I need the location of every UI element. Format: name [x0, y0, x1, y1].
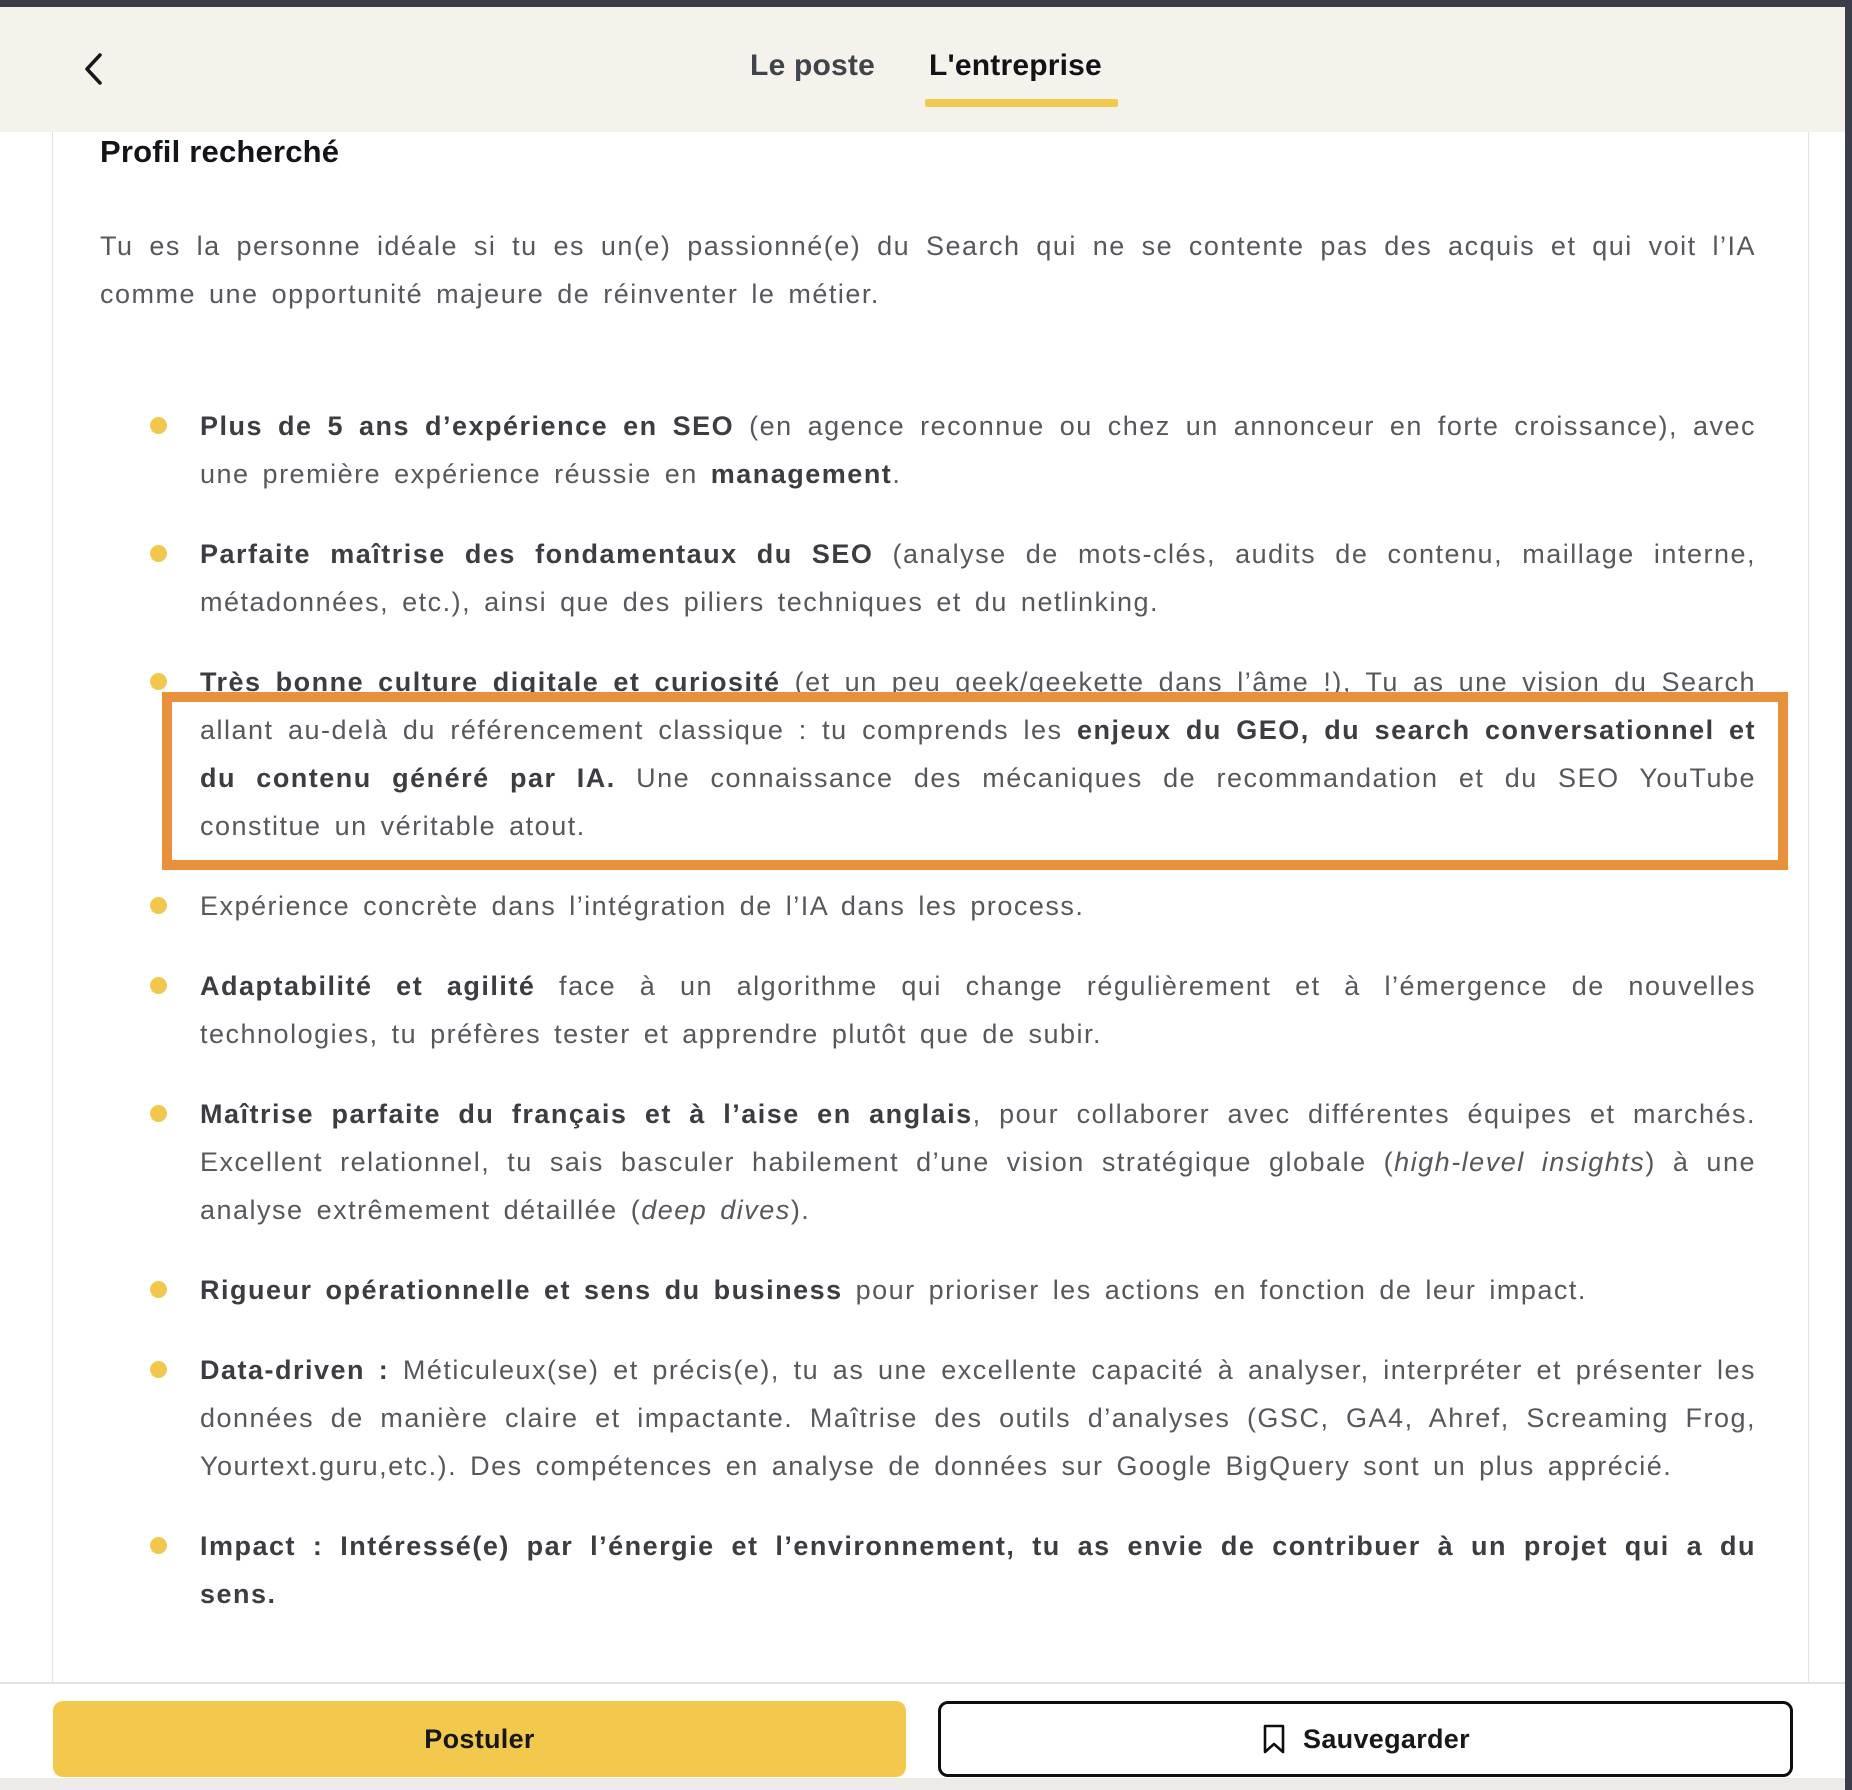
list-item: [200, 1090, 1756, 1234]
bottom-edge-strip: [0, 1778, 1852, 1790]
list-item: [200, 530, 1756, 626]
tab-label: Le poste: [750, 48, 876, 82]
bullet-icon: [150, 545, 167, 562]
list-item: [200, 1522, 1756, 1618]
apply-button[interactable]: Postuler: [53, 1701, 906, 1777]
list-item: [200, 882, 1756, 930]
list-item: [200, 402, 1756, 498]
tab-le-poste[interactable]: [748, 31, 877, 109]
bullet-icon: [150, 673, 167, 690]
bookmark-icon: [1261, 1723, 1287, 1755]
bullet-text: Data-driven : Méticuleux(se) et précis(e), tu as une excellente capacité à analyser, interpréter et présenter les données de manière claire et impactante. Maîtrise des outils d’analyses (GSC, GA4, Ahref, Screaming Frog, Yourtext.guru,etc.). Des compétences en analyse de données sur Google BigQuery sont un plus apprécié.: [200, 1355, 1756, 1481]
tab-bar: [0, 7, 1852, 132]
bullet-text: Parfaite maîtrise des fondamentaux du SEO (analyse de mots-clés, audits de contenu, maillage interne, métadonnées, etc.), ainsi que des piliers techniques et du netlinking.: [200, 539, 1756, 617]
bullet-icon: [150, 1281, 167, 1298]
save-button[interactable]: [938, 1701, 1793, 1777]
bullet-text: Impact : Intéressé(e) par l’énergie et l’environnement, tu as envie de contribuer à un projet qui a du sens.: [200, 1531, 1756, 1609]
window-right-edge-bar: [1845, 0, 1852, 1790]
job-description-panel: [52, 132, 1809, 1682]
tab-label: L'entreprise: [929, 48, 1102, 82]
header: [0, 7, 1852, 132]
bullet-icon: [150, 1105, 167, 1122]
bullet-text: Rigueur opérationnelle et sens du business pour prioriser les actions en fonction de leur impact.: [200, 1275, 1587, 1305]
list-item: [200, 1346, 1756, 1490]
bullet-icon: [150, 417, 167, 434]
bullet-text: Expérience concrète dans l’intégration de l’IA dans les process.: [200, 891, 1085, 921]
list-item: [200, 1266, 1756, 1314]
tab-l-entreprise[interactable]: [927, 31, 1104, 109]
bullet-text: Maîtrise parfaite du français et à l’aise en anglais, pour collaborer avec différentes équipes et marchés. Excellent relationnel, tu sais basculer habilement d’une vision stratégique globale (high-level insights) à une analyse extrêmement détaillée (deep dives).: [200, 1099, 1757, 1225]
save-button-label: Sauvegarder: [1303, 1723, 1470, 1754]
bullet-icon: [150, 1537, 167, 1554]
bullet-text: Adaptabilité et agilité face à un algorithme qui change régulièrement et à l’émergence de nouvelles technologies, tu préfères tester et apprendre plutôt que de subir.: [200, 971, 1757, 1049]
bullet-icon: [150, 977, 167, 994]
bullet-text: Plus de 5 ans d’expérience en SEO (en agence reconnue ou chez un annonceur en forte croissance), avec une première expérience réussie en management.: [200, 411, 1756, 489]
list-item: [200, 658, 1756, 850]
window-top-bar: [0, 0, 1852, 7]
section-title: Profil recherché: [100, 134, 340, 169]
bullet-icon: [150, 897, 167, 914]
active-tab-underline: [925, 99, 1118, 107]
intro-paragraph: Tu es la personne idéale si tu es un(e) passionné(e) du Search qui ne se contente pas des acquis et qui voit l’IA comme une opportunité majeure de réinventer le métier.: [100, 231, 1756, 309]
bullet-icon: [150, 1361, 167, 1378]
bullet-text: Très bonne culture digitale et curiosité (et un peu geek/geekette dans l’âme !), Tu as une vision du Search allant au-delà du référencement classique : tu comprends les enjeux du GEO, du search conversationnel et du contenu généré par IA. Une connaissance des mécaniques de recommandation et du SEO YouTube constitue un véritable atout.: [200, 667, 1757, 841]
requirements-list: [100, 402, 1756, 1618]
list-item: [200, 962, 1756, 1058]
